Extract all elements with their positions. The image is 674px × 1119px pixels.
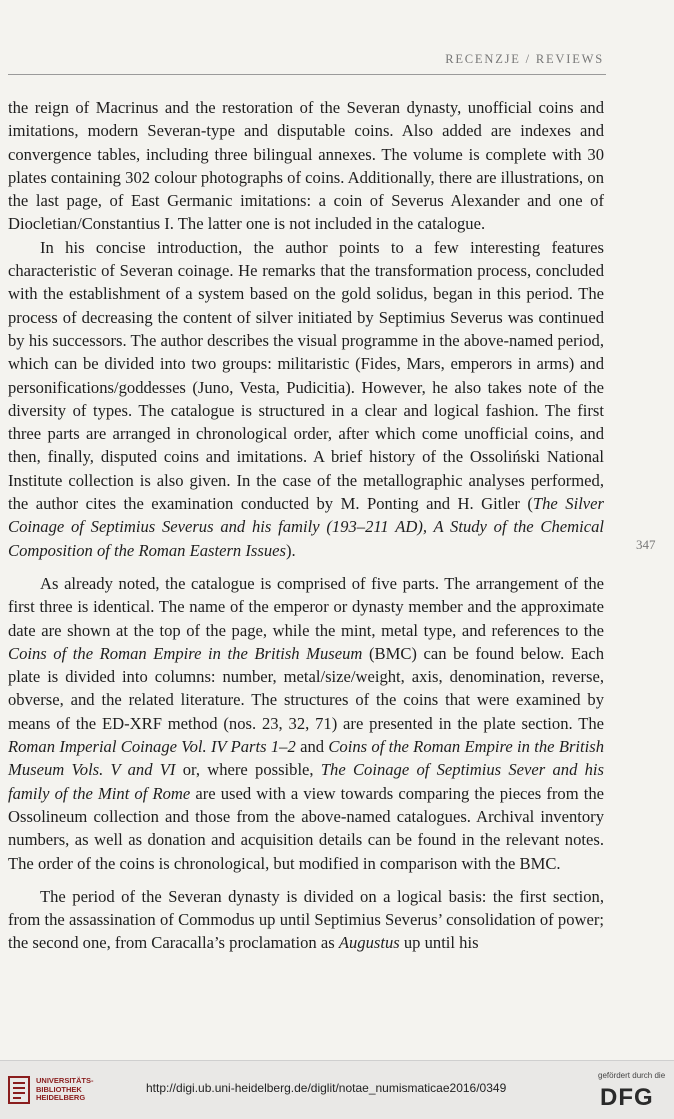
body-text (8, 96, 604, 955)
page-number: 347 (636, 537, 656, 552)
source-link[interactable]: http://digi.ub.uni-heidelberg.de/diglit/notae_numismaticae2016/0349 (146, 1081, 507, 1095)
header-divider (8, 74, 606, 75)
running-header: RECENZJE / REVIEWS (445, 52, 604, 66)
library-logo-icon (8, 1075, 30, 1105)
paragraph-1: the reign of Macrinus and the restoration of the Severan dynasty, unofficial coins and imitations, modern Severan-type and disputable coins. Also added are indexes and convergence tables, including three bilingual annexes. The volume is complete with 30 plates containing 302 colour photographs of coins. Additionally, there are illustrations, on the last page, of East Germanic imitations: a coin of Severus Alexander and one of Diocletian/Constantius I. The latter one is not included in the catalogue. (8, 98, 604, 234)
paragraph-3: As already noted, the catalogue is comprised of five parts. The arrangement of the first three is identical. The name of the emperor or dynasty member and the approximate date are shown at the top of the page, while the mint, metal type, and references to the Coins of the Roman Empire in the British Museum (BMC) can be found below. Each plate is divided into columns: number, metal/size/weight, axis, denomination, reverse, obverse, and the related literature. The structures of the coins that were examined by means of the ED-XRF method (nos. 23, 32, 71) are presented in the plate section. The Roman Imperial Coinage Vol. IV Parts 1–2 and Coins of the Roman Empire in the British Museum Vols. V and VI or, where possible, The Coinage of Septimius Sever and his family of the Mint of Rome are used with a view towards comparing the pieces from the Ossolineum collection and those from the above-named catalogues. Archival inventory numbers, as well as donation and acquisition details can be found in the relevant notes. The order of the coins is chronological, but modified in comparison with the BMC. (8, 573, 605, 873)
italic-term: Augustus (338, 933, 400, 953)
cited-title: The Silver Coinage of Septimius Severus and his family (193–211 AD), A Study of the Chemical Composition of the Roman Eastern Issues (8, 494, 604, 560)
cited-title: Roman Imperial Coinage Vol. IV Parts 1–2 (8, 737, 296, 757)
paragraph-4: The period of the Severan dynasty is divided on a logical basis: the first section, from the assassination of Commodus up until Septimius Severus’ consolidation of power; the second one, from Caracalla’s proclamation as Augustus up until his (8, 886, 604, 953)
funder-caption: gefördert durch die (598, 1071, 666, 1080)
cited-title: Coins of the Roman Empire in the British Museum Vols. V and VI (8, 737, 604, 780)
dfg-logo: DFG (600, 1084, 654, 1111)
cited-title: The Coinage of Septimius Sever and his family of the Mint of Rome (8, 760, 604, 803)
cited-title: Coins of the Roman Empire in the British Museum (8, 643, 363, 663)
library-name: UNIVERSITÄTS- BIBLIOTHEK HEIDELBERG (36, 1076, 94, 1102)
paragraph-2: In his concise introduction, the author points to a few interesting features characteristic of Severan coinage. He remarks that the transformation process, concluded with the establishment of a system based on the gold solidus, began in this period. The process of decreasing the content of silver initiated by Septimius Severus was continued by his successors. The author describes the visual programme in the above-named period, which can be divided into two groups: militaristic (Fides, Mars, emperors in arms) and personifications/goddesses (Juno, Vesta, Pudicitia). However, he also takes note of the diversity of types. The catalogue is structured in a clear and logical fashion. The first three parts are arranged in chronological order, after which come unofficial coins, and then, finally, disputed coins and imitations. A brief history of the Ossoliński National Institute collection is also given. In the case of the metallographic analyses performed, the author cites the examination conducted by M. Ponting and H. Gitler (The Silver Coinage of Septimius Severus and his family (193–211 AD), A Study of the Chemical Composition of the Roman Eastern Issues). (8, 237, 604, 560)
